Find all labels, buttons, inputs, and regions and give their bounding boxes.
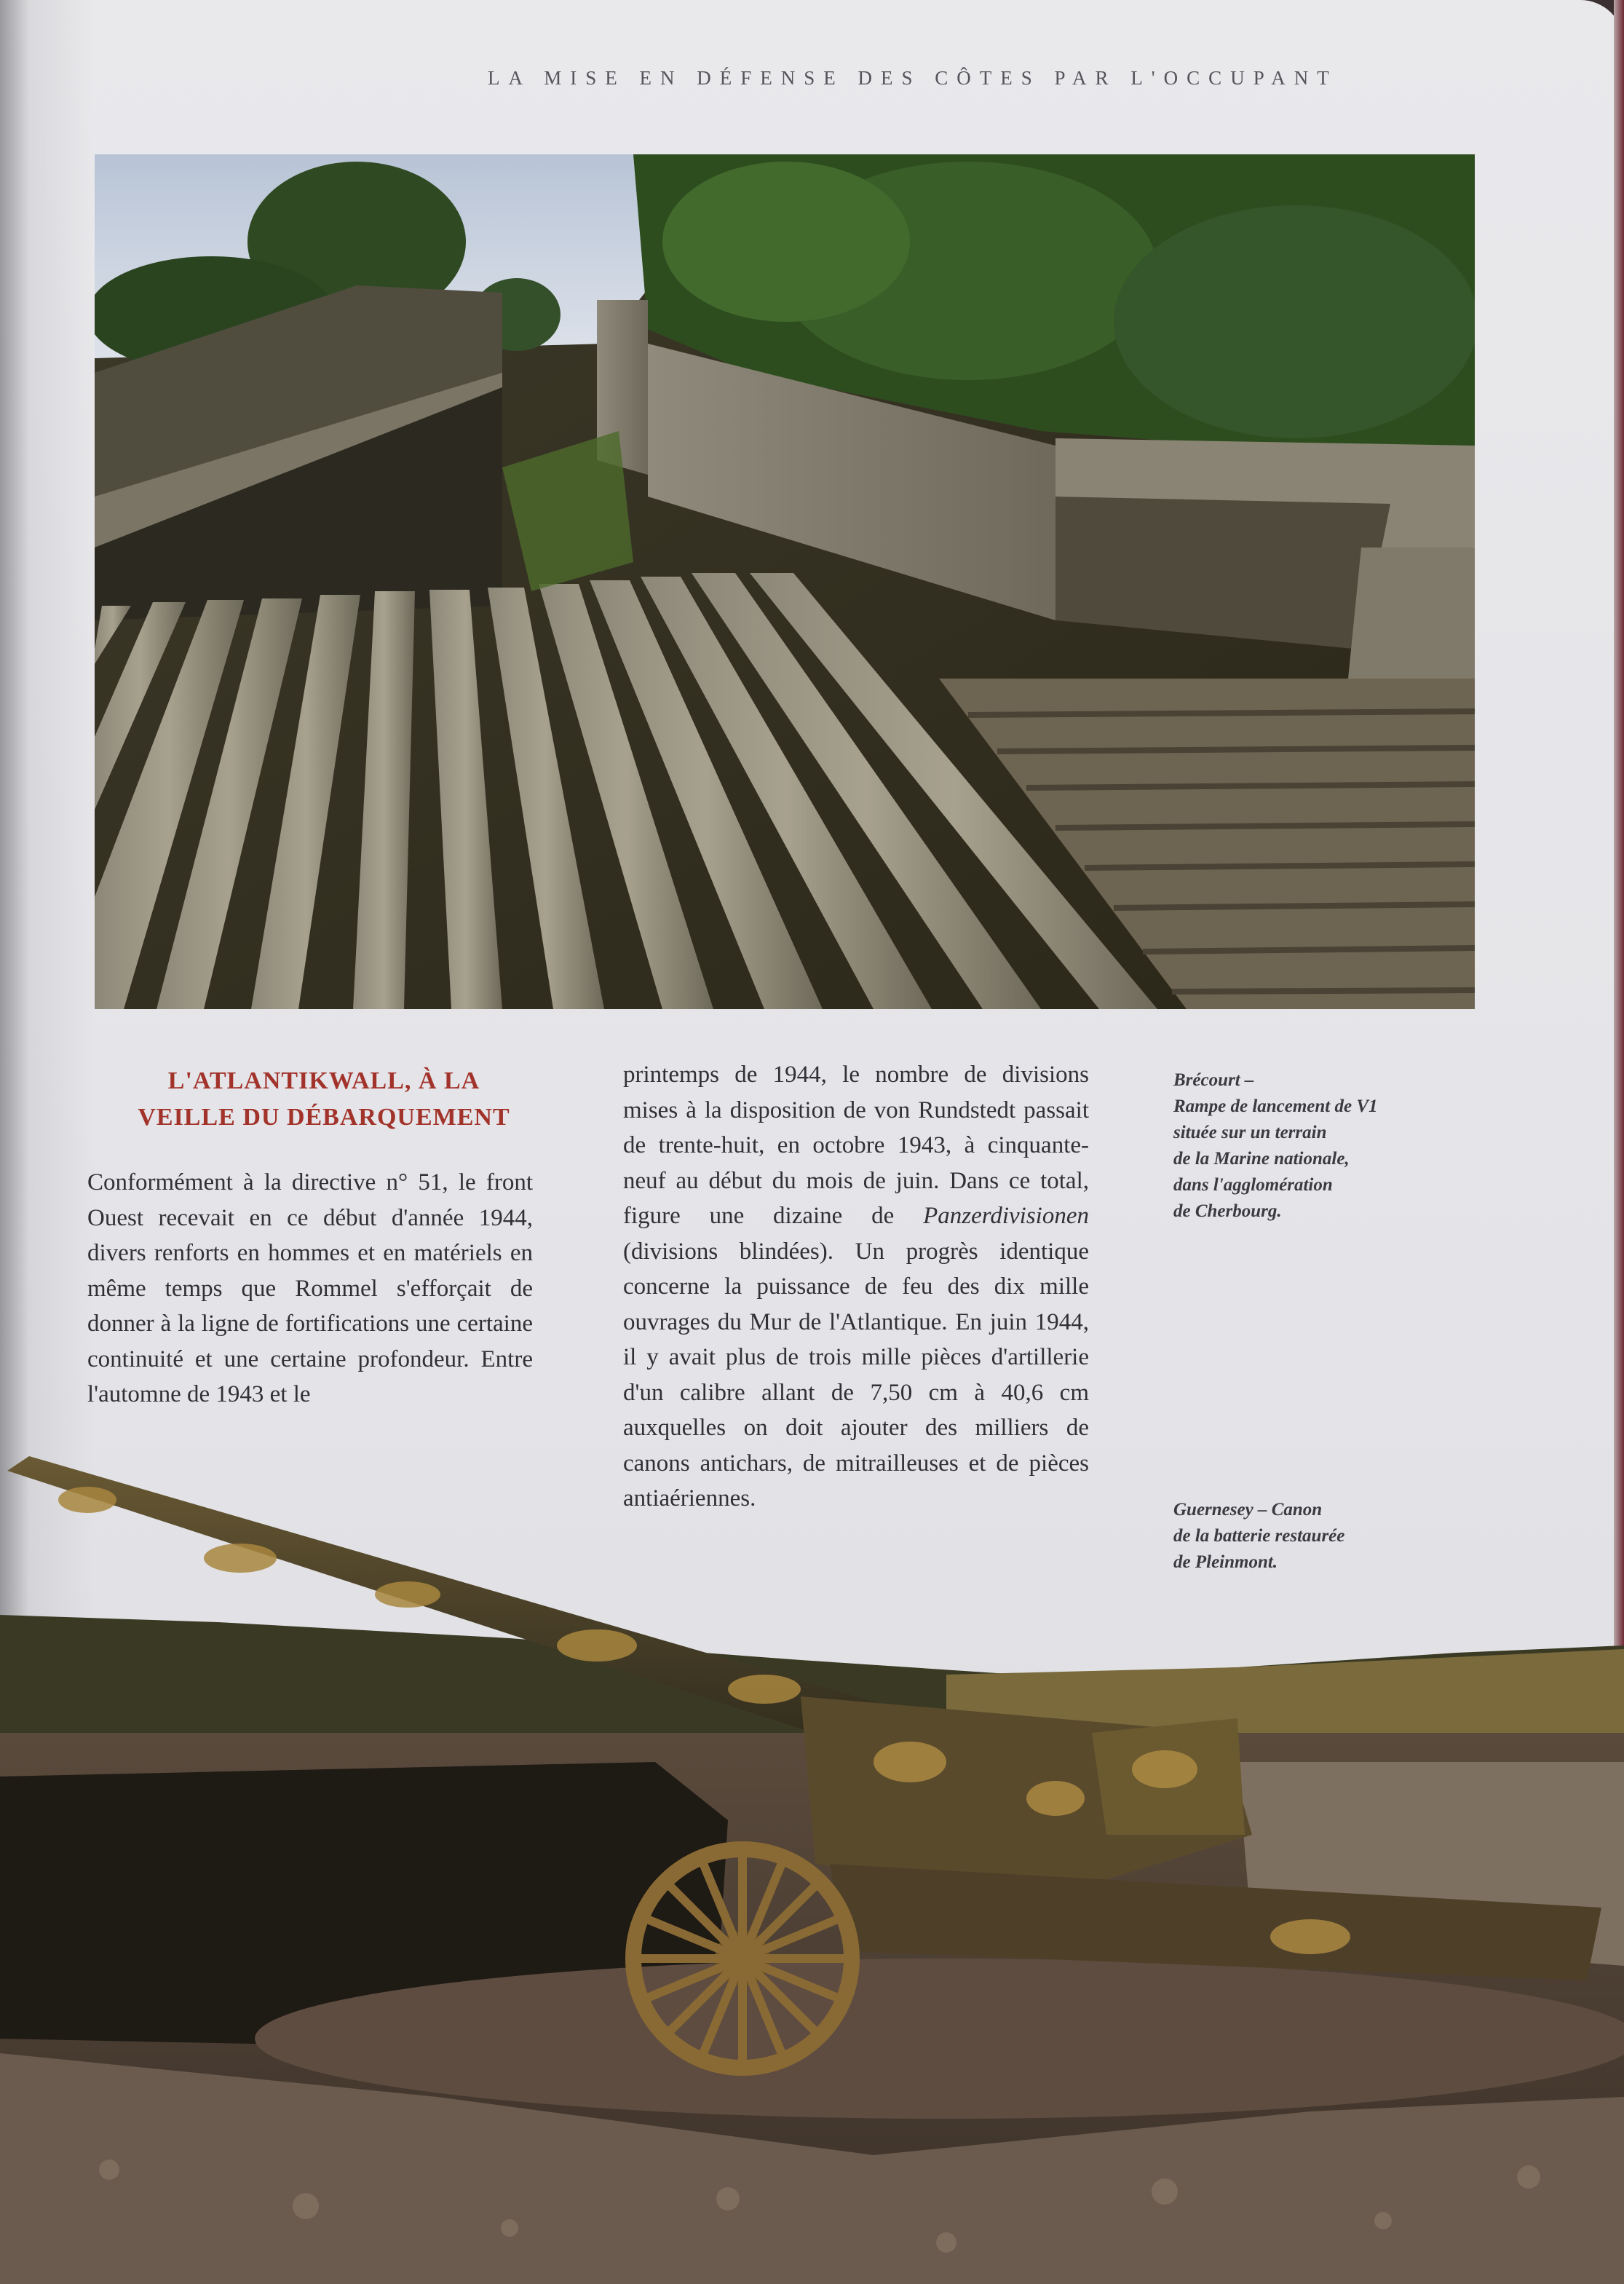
caption-line: de Cherbourg. — [1173, 1201, 1282, 1221]
column2-text-b: (divisions blindées). Un progrès identique concerne la puissance de feu des dix mille ouvrages du Mur de l'Atlantique. En juin 1944, il y avait plus de trois mille pièces d'artillerie d'un calibre allant de 7,50 cm à 40,6 cm auxquelles on doit ajouter des milliers de canons antichars, de mitrailleuses et de pièces antiaériennes. — [623, 1238, 1089, 1512]
column2-text-a: printemps de 1944, le nombre de divisions mises à la disposition de von Rundstedt passait de trente-huit, en octobre 1943, à cinquante-neuf au début du mois de juin. Dans ce total, figure une dizaine de — [623, 1062, 1089, 1229]
caption-launch-ramp — [1173, 1067, 1494, 1225]
caption-line: Guernesey – Canon — [1173, 1500, 1323, 1520]
section-heading-line1: L'ATLANTIKWALL, À LA — [167, 1067, 480, 1094]
cannon-wheel — [633, 1849, 852, 2068]
running-head: LA MISE EN DÉFENSE DES CÔTES PAR L'OCCUPANT — [488, 67, 1338, 89]
launch-ramp-illustration — [95, 154, 1475, 1009]
column2-emphasis: Panzerdivisionen — [923, 1203, 1089, 1229]
photo-v1-launch-ramp — [95, 154, 1475, 1009]
caption-line: Rampe de lancement de V1 — [1173, 1096, 1378, 1116]
cannon-illustration — [0, 1456, 1624, 2284]
caption-line: de la Marine nationale, — [1173, 1149, 1350, 1169]
article-column-2 — [623, 1057, 1089, 1517]
caption-line: Brécourt – — [1173, 1070, 1254, 1090]
caption-line: de la batterie restaurée — [1173, 1526, 1345, 1546]
caption-line: dans l'agglomération — [1173, 1175, 1333, 1195]
section-heading — [87, 1063, 561, 1136]
article-column-1: Conformément à la directive n° 51, le front Ouest recevait en ce début d'année 1944, divers renforts en hommes et en matériels en même temps que Rommel s'efforçait de donner à la ligne de fortifications une certaine continuité et une certaine profondeur. Entre l'automne de 1943 et le — [87, 1169, 533, 1407]
caption-line: de Pleinmont. — [1173, 1552, 1278, 1572]
section-heading-line2: VEILLE DU DÉBARQUEMENT — [138, 1104, 510, 1131]
photo-pleinmont-cannon — [0, 1456, 1624, 2284]
caption-line: située sur un terrain — [1173, 1123, 1327, 1142]
